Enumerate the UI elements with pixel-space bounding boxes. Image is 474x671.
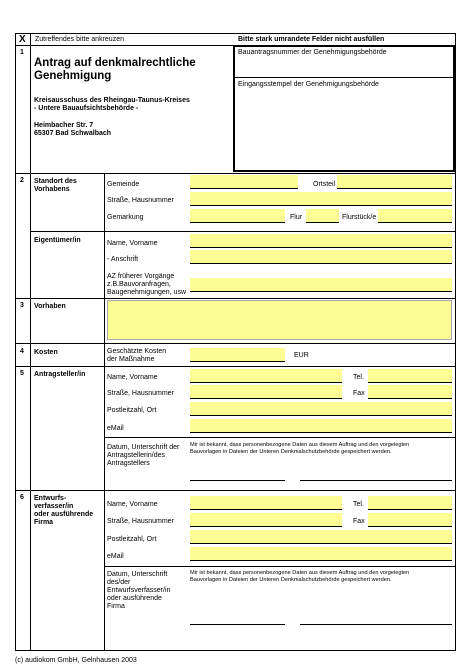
az-label-line1: AZ früherer Vorgänge [107,273,175,280]
applicant-tel-label: Tel. [353,374,364,381]
ortsteil-field[interactable] [337,175,452,189]
applicant-postcode-label: Postleitzahl, Ort [107,407,157,414]
currency-label: EUR [294,352,309,359]
section6-divider [15,490,456,491]
section5-signature-divider [104,437,456,438]
gemarkung-label: Gemarkung [107,214,144,221]
applicant-date-line[interactable] [190,480,285,481]
applicant-street-field[interactable] [190,385,342,399]
applicant-title: Antragsteller/in [34,371,86,378]
previous-reference-field[interactable] [190,278,452,292]
designer-name-field[interactable] [190,496,342,510]
owner-name-field[interactable] [190,234,452,248]
designer-postcode-field[interactable] [190,530,452,544]
gemarkung-field[interactable] [190,209,285,223]
designer-consent-line1: Mir ist bekannt, dass personenbezogene Daten aus diesem Auftrag und den vorgelegten [190,570,410,576]
section4-divider [15,343,456,344]
receipt-stamp-label: Eingangsstempel der Genehmigungsbehörde [238,81,379,88]
owner-address-label: - Anschrift [107,256,139,263]
label-column-divider [104,173,105,651]
designer-signature-line[interactable] [300,624,452,625]
designer-title-line4: Firma [34,519,54,526]
designer-email-field[interactable] [190,547,452,561]
designer-signature-label-line3: Entwurfsverfasser/in [107,587,171,594]
costs-label-line1: Geschätzte Kosten [107,348,167,355]
applicant-email-label: eMail [107,425,124,432]
authority-line2: - Untere Bauaufsichtsbehörde - [34,105,139,112]
designer-street-label: Straße, Hausnummer [107,518,174,525]
office-use-notice: Bitte stark umrandete Felder nicht ausfüllen [238,36,385,43]
authority-line1: Kreisausschuss des Rheingau-Taunus-Kreises [34,97,190,104]
applicant-email-field[interactable] [190,419,452,433]
section-number-5: 5 [20,370,24,377]
project-description-field[interactable] [107,300,452,340]
applicant-street-label: Straße, Hausnummer [107,390,174,397]
designer-signature-label-line4: oder ausführende [107,595,162,602]
designer-signature-label-line5: Firma [107,603,125,610]
az-label-line3: Baugenehmigungen, usw [107,289,187,296]
section-number-6: 6 [20,494,24,501]
section-number-2: 2 [20,177,24,184]
section-number-3: 3 [20,302,24,309]
site-street-field[interactable] [190,192,452,206]
designer-postcode-label: Postleitzahl, Ort [107,536,157,543]
applicant-name-label: Name, Vorname [107,374,158,381]
costs-title: Kosten [34,349,58,356]
designer-title-line3: oder ausführende [34,511,94,518]
form-title-line1: Antrag auf denkmalrechtliche [34,57,196,69]
designer-email-label: eMail [107,553,124,560]
ortsteil-label: Ortsteil [313,181,336,188]
authority-city: 65307 Bad Schwalbach [34,130,112,137]
copyright-footer: (c) audiokom GmbH, Gelnhausen 2003 [15,657,137,664]
applicant-signature-line[interactable] [300,480,452,481]
applicant-consent-line1: Mir ist bekannt, dass personenbezogene Daten aus diesem Auftrag und den vorgelegten [190,442,410,448]
applicant-postcode-field[interactable] [190,402,452,416]
section2-title-line1: Standort des [34,178,77,185]
owner-name-label: Name, Vorname [107,240,158,247]
designer-fax-field[interactable] [368,513,452,527]
designer-tel-label: Tel. [353,501,364,508]
applicant-signature-label-line3: Antragstellers [107,460,150,467]
designer-signature-label-line1: Datum, Unterschrift [107,571,168,578]
site-street-label: Straße, Hausnummer [107,197,174,204]
designer-tel-field[interactable] [368,496,452,510]
project-title: Vorhaben [34,303,66,310]
applicant-fax-field[interactable] [368,385,452,399]
applicant-signature-label-line2: Antragstellerin/des [107,452,165,459]
owner-address-field[interactable] [190,250,452,264]
designer-fax-label: Fax [353,518,365,525]
office-use-box [233,45,455,172]
section5-divider [15,366,456,367]
flur-field[interactable] [306,209,339,223]
estimated-costs-field[interactable] [190,348,285,362]
designer-consent-line2: Bauvorlagen in Dateien der Unteren Denkmalschutzbehörde gespeichert werden. [190,577,392,583]
section-number-1: 1 [20,49,24,56]
designer-date-line[interactable] [190,624,285,625]
section2-title-line2: Vorhabens [34,186,70,193]
office-box-divider [233,77,455,78]
owner-divider [30,231,456,232]
designer-signature-label-line2: des/der [107,579,131,586]
applicant-name-field[interactable] [190,369,342,383]
applicant-fax-label: Fax [353,390,365,397]
application-number-label: Bauantragsnummer der Genehmigungsbehörde [238,49,387,56]
tick-note: Zutreffendes bitte ankreuzen [35,36,124,43]
section-number-4: 4 [20,348,24,355]
gemeinde-label: Gemeinde [107,181,140,188]
applicant-tel-field[interactable] [368,369,452,383]
section6-signature-divider [104,566,456,567]
section3-divider [15,298,456,299]
applicant-consent-line2: Bauvorlagen in Dateien der Unteren Denkmalschutzbehörde gespeichert werden. [190,449,392,455]
gemeinde-field[interactable] [190,175,298,189]
designer-street-field[interactable] [190,513,342,527]
costs-label-line2: der Maßnahme [107,356,155,363]
form-title-line2: Genehmigung [34,70,112,82]
az-label-line2: z.B.Bauvoranfragen, [107,281,171,288]
designer-name-label: Name, Vorname [107,501,158,508]
flurstueck-label: Flurstück/e [342,214,377,221]
owner-title: Eigentümer/in [34,237,81,244]
flurstueck-field[interactable] [378,209,452,223]
checkbox-x-mark: X [19,34,26,45]
authority-street: Heimbacher Str. 7 [34,122,94,129]
number-column-divider [30,33,31,651]
flur-label: Flur [290,214,303,221]
designer-title-line1: Entwurfs- [34,495,67,502]
applicant-signature-label-line1: Datum, Unterschrift der [107,444,180,451]
designer-title-line2: verfasser/in [34,503,74,510]
section2-divider [15,173,456,174]
